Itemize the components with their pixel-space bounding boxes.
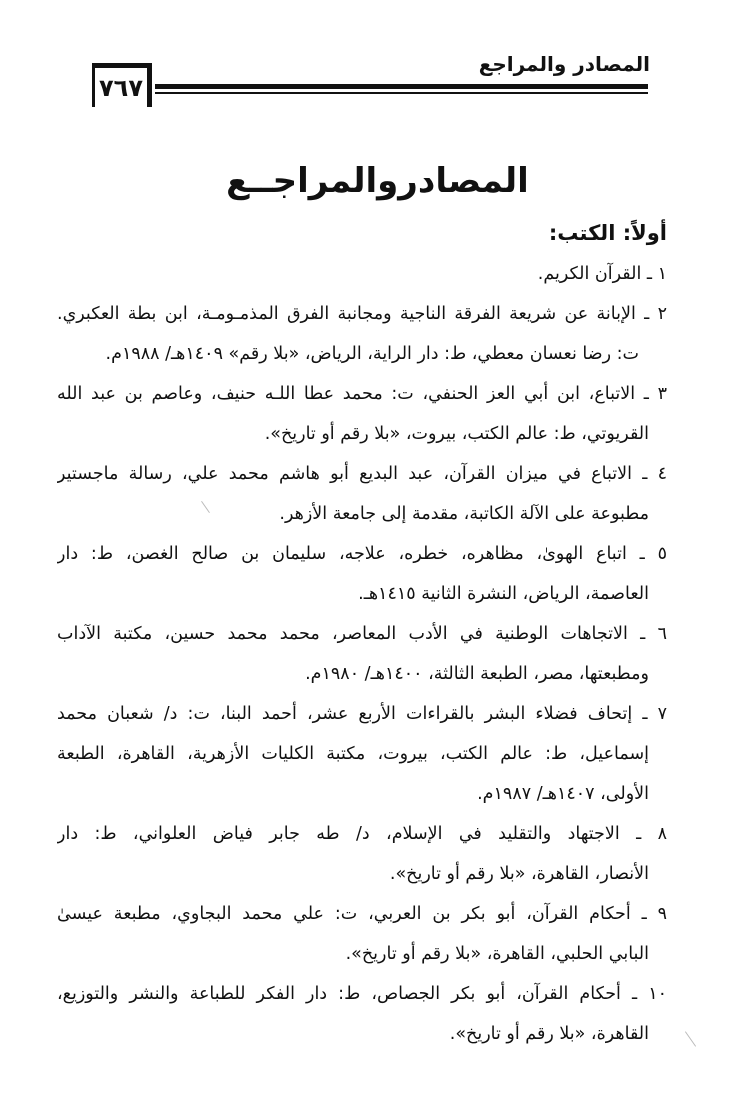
entry-line: ١٠ ـ أحكام القرآن، أبو بكر الجصاص، ط: دار الفكر للطباعة والنشر والتوزيع، bbox=[57, 984, 667, 1004]
entry-line: ٢ ـ الإبانة عن شريعة الفرقة الناجية ومجانبة الفرق المذمـومـة، ابن بطة العكبري. bbox=[57, 304, 667, 324]
scan-mark bbox=[685, 1031, 696, 1046]
reference-entry bbox=[57, 294, 667, 374]
entry-line: ٣ ـ الاتباع، ابن أبي العز الحنفي، ت: محمد عطا اللـه حنيف، وعاصم بن عبد الله bbox=[57, 384, 667, 404]
reference-entry bbox=[57, 694, 667, 814]
entry-line: الأنصار، القاهرة، «بلا رقم أو تاريخ». bbox=[389, 864, 649, 884]
entry-line: ٤ ـ الاتباع في ميزان القرآن، عبد البديع أبو هاشم محمد علي، رسالة ماجستير bbox=[57, 464, 667, 484]
entry-line: ومطبعتها، مصر، الطبعة الثالثة، ١٤٠٠هـ/ ١٩٨٠م. bbox=[305, 664, 649, 684]
entry-line: ٨ ـ الاجتهاد والتقليد في الإسلام، د/ طه جابر فياض العلواني، ط: دار bbox=[57, 824, 667, 844]
reference-entry bbox=[57, 894, 667, 974]
section-heading: أولاً: الكتب: bbox=[548, 221, 667, 245]
references-list bbox=[57, 254, 667, 1054]
entry-line: البابي الحلبي، القاهرة، «بلا رقم أو تاريخ». bbox=[345, 944, 649, 964]
header-rule-thick bbox=[155, 84, 648, 89]
entry-line: العاصمة، الرياض، النشرة الثانية ١٤١٥هـ. bbox=[358, 584, 649, 604]
entry-line: القاهرة، «بلا رقم أو تاريخ». bbox=[449, 1024, 649, 1044]
entry-line: ٧ ـ إتحاف فضلاء البشر بالقراءات الأربع عشر، أحمد البنا، ت: د/ شعبان محمد bbox=[57, 704, 667, 724]
header-rule-thin bbox=[155, 92, 648, 94]
entry-line: ١ ـ القرآن الكريم. bbox=[537, 264, 667, 284]
entry-line: مطبوعة على الآلة الكاتبة، مقدمة إلى جامعة الأزهر. bbox=[279, 504, 649, 524]
reference-entry bbox=[57, 454, 667, 534]
entry-line: ٦ ـ الاتجاهات الوطنية في الأدب المعاصر، محمد محمد حسين، مكتبة الآداب bbox=[57, 624, 667, 644]
page-title: المصادروالمراجــع bbox=[226, 161, 529, 201]
reference-entry bbox=[57, 614, 667, 694]
reference-entry bbox=[57, 254, 667, 294]
page-number: ٧٦٧ bbox=[92, 63, 152, 107]
reference-entry bbox=[57, 814, 667, 894]
reference-entry bbox=[57, 374, 667, 454]
running-header-title: المصادر والمراجع bbox=[478, 52, 650, 76]
reference-entry bbox=[57, 534, 667, 614]
entry-line: إسماعيل، ط: عالم الكتب، بيروت، مكتبة الكليات الأزهرية، القاهرة، الطبعة bbox=[57, 744, 649, 764]
entry-line: ٥ ـ اتباع الهوىٰ، مظاهره، خطره، علاجه، سليمان بن صالح الغصن، ط: دار bbox=[57, 544, 667, 564]
entry-line: القريوتي، ط: عالم الكتب، بيروت، «بلا رقم أو تاريخ». bbox=[264, 424, 649, 444]
entry-line: الأولى، ١٤٠٧هـ/ ١٩٨٧م. bbox=[477, 784, 649, 804]
reference-entry bbox=[57, 974, 667, 1054]
entry-line: ت: رضا نعسان معطي، ط: دار الراية، الرياض، «بلا رقم» ١٤٠٩هـ/ ١٩٨٨م. bbox=[105, 344, 639, 364]
entry-line: ٩ ـ أحكام القرآن، أبو بكر بن العربي، ت: علي محمد البجاوي، مطبعة عيسىٰ bbox=[57, 904, 667, 924]
